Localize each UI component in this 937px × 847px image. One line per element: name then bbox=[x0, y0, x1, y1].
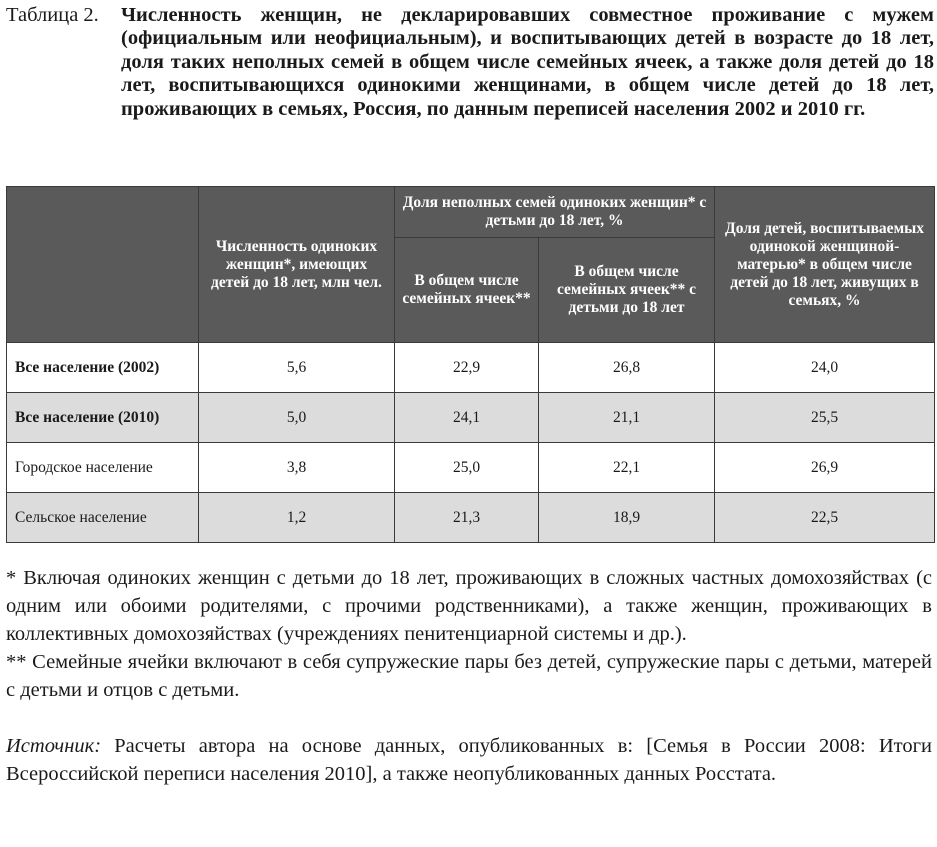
footnote-1: * Включая одиноких женщин с детьми до 18 лет, проживающих в сложных частных домохозяйствах (с одним или обоими родителями, с прочими родственниками), а также женщин, проживающих в коллективных домохозяйствах (учреждениях пенитенциарной системы и др.). bbox=[6, 567, 932, 645]
row-label: Сельское население bbox=[7, 493, 199, 543]
row-label: Все население (2002) bbox=[7, 343, 199, 393]
table-row bbox=[7, 393, 935, 443]
cell-share-with-children: 22,1 bbox=[539, 443, 715, 493]
footnote-2: ** Семейные ячейки включают в себя супружеские пары без детей, супружеские пары с детьми, матерей с детьми и отцов с детьми. bbox=[6, 651, 932, 701]
table-title: Численность женщин, не декларировавших совместное проживание с мужем (официальным или неофициальным), и воспитывающих детей в возрасте до 18 лет, доля таких неполных семей в общем числе семейных ячеек, а также доля детей до 18 лет, воспитывающихся одинокими женщинами, в общем числе детей до 18 лет, проживающих в семьях, Россия, по данным переписей населения 2002 и 2010 гг. bbox=[121, 4, 934, 120]
cell-children-share: 22,5 bbox=[715, 493, 935, 543]
footnotes bbox=[6, 564, 932, 788]
cell-count: 5,6 bbox=[199, 343, 395, 393]
header-share-with-children: В общем числе семейных ячеек** с детьми до 18 лет bbox=[539, 238, 715, 343]
table-number: Таблица 2. bbox=[6, 4, 99, 26]
cell-share-total: 24,1 bbox=[395, 393, 539, 443]
header-children-share: Доля детей, воспитываемых одинокой женщиной-матерью* в общем числе детей до 18 лет, живущих в семьях, % bbox=[715, 187, 935, 343]
cell-share-total: 22,9 bbox=[395, 343, 539, 393]
header-count: Численность одиноких женщин*, имеющих детей до 18 лет, млн чел. bbox=[199, 187, 395, 343]
cell-children-share: 26,9 bbox=[715, 443, 935, 493]
table-row bbox=[7, 343, 935, 393]
cell-share-with-children: 26,8 bbox=[539, 343, 715, 393]
cell-count: 3,8 bbox=[199, 443, 395, 493]
table-caption bbox=[6, 4, 934, 121]
header-row-label-corner bbox=[7, 187, 199, 343]
header-share-total: В общем числе семейных ячеек** bbox=[395, 238, 539, 343]
source-label: Источник: bbox=[6, 735, 102, 757]
cell-share-total: 21,3 bbox=[395, 493, 539, 543]
row-label: Городское население bbox=[7, 443, 199, 493]
data-table bbox=[6, 186, 935, 543]
cell-children-share: 25,5 bbox=[715, 393, 935, 443]
cell-share-total: 25,0 bbox=[395, 443, 539, 493]
cell-share-with-children: 21,1 bbox=[539, 393, 715, 443]
header-share-group: Доля неполных семей одиноких женщин* с детьми до 18 лет, % bbox=[395, 187, 715, 238]
cell-count: 1,2 bbox=[199, 493, 395, 543]
table-row bbox=[7, 443, 935, 493]
cell-count: 5,0 bbox=[199, 393, 395, 443]
source-note bbox=[6, 732, 932, 788]
cell-share-with-children: 18,9 bbox=[539, 493, 715, 543]
cell-children-share: 24,0 bbox=[715, 343, 935, 393]
row-label: Все население (2010) bbox=[7, 393, 199, 443]
source-text: Расчеты автора на основе данных, опубликованных в: [Семья в России 2008: Итоги Всероссийской переписи населения 2010], а также неопубликованных данных Росстата. bbox=[6, 735, 932, 785]
table-row bbox=[7, 493, 935, 543]
